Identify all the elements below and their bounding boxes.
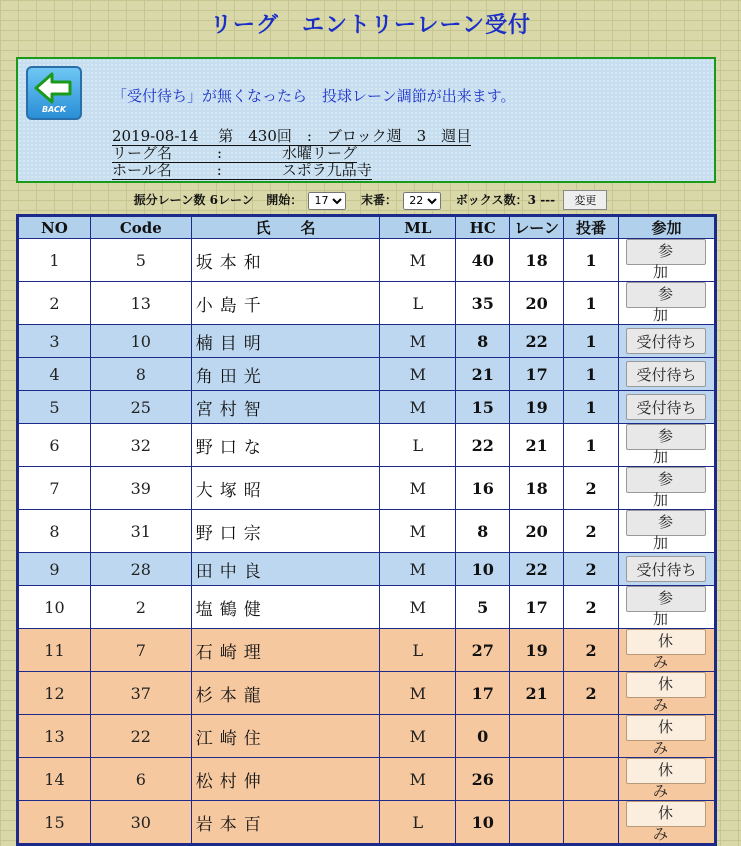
cell-hc: 5 [456, 586, 510, 629]
cell-lane [510, 715, 564, 758]
cell-ml: M [380, 239, 456, 282]
entry-action-button[interactable]: 参 加 [626, 510, 706, 536]
cell-name: 宮村智 [191, 391, 380, 424]
entry-table [16, 214, 717, 846]
info-panel [16, 57, 716, 183]
cell-lane: 22 [510, 553, 564, 586]
cell-no: 2 [19, 282, 91, 325]
table-row [19, 553, 715, 586]
cell-ml: M [380, 672, 456, 715]
header-lane: レーン [510, 217, 564, 239]
cell-no: 5 [19, 391, 91, 424]
table-row [19, 467, 715, 510]
page-title: リーグ エントリーレーン受付 [209, 13, 532, 38]
cell-code: 31 [90, 510, 191, 553]
cell-lane [510, 758, 564, 801]
entry-action-button[interactable]: 参 加 [626, 282, 706, 308]
cell-ml: M [380, 553, 456, 586]
cell-name: 松村伸 [191, 758, 380, 801]
lane-controls [0, 190, 741, 210]
table-row [19, 358, 715, 391]
table-row [19, 510, 715, 553]
table-row [19, 391, 715, 424]
cell-code: 13 [90, 282, 191, 325]
lane-count-label: 振分レーン数 [133, 193, 206, 207]
cell-code: 6 [90, 758, 191, 801]
entry-action-button[interactable]: 休 み [626, 801, 706, 827]
cell-name: 楠目明 [191, 325, 380, 358]
cell-hc: 0 [456, 715, 510, 758]
table-row [19, 672, 715, 715]
header-ml: ML [380, 217, 456, 239]
cell-code: 10 [90, 325, 191, 358]
cell-order: 2 [564, 510, 619, 553]
entry-action-button[interactable]: 受付待ち [626, 328, 706, 354]
cell-ml: L [380, 424, 456, 467]
cell-no: 7 [19, 467, 91, 510]
table-row [19, 629, 715, 672]
cell-lane: 19 [510, 391, 564, 424]
cell-code: 39 [90, 467, 191, 510]
cell-ml: L [380, 282, 456, 325]
cell-code: 22 [90, 715, 191, 758]
cell-action [618, 801, 714, 844]
lane-count-value: 6レーン [209, 193, 254, 207]
entry-action-button[interactable]: 休 み [626, 672, 706, 698]
cell-action [618, 553, 714, 586]
cell-no: 13 [19, 715, 91, 758]
cell-action [618, 358, 714, 391]
entry-action-button[interactable]: 参 加 [626, 467, 706, 493]
cell-code: 8 [90, 358, 191, 391]
cell-action [618, 758, 714, 801]
cell-code: 25 [90, 391, 191, 424]
cell-order [564, 758, 619, 801]
cell-action [618, 629, 714, 672]
cell-order [564, 715, 619, 758]
hall-line: ホール名 : スポラ九品寺 [112, 161, 372, 179]
cell-action [618, 325, 714, 358]
cell-order: 1 [564, 239, 619, 282]
cell-code: 7 [90, 629, 191, 672]
cell-ml: M [380, 715, 456, 758]
cell-ml: M [380, 467, 456, 510]
cell-order: 2 [564, 467, 619, 510]
end-lane-select[interactable] [403, 192, 441, 210]
cell-name: 岩本百 [191, 801, 380, 844]
cell-lane: 17 [510, 586, 564, 629]
cell-hc: 21 [456, 358, 510, 391]
cell-ml: L [380, 801, 456, 844]
cell-hc: 27 [456, 629, 510, 672]
entry-action-button[interactable]: 休 み [626, 715, 706, 741]
back-label: BACK [41, 105, 67, 114]
start-label: 開始： [266, 193, 303, 207]
back-arrow-icon [34, 72, 74, 104]
cell-name: 石崎理 [191, 629, 380, 672]
cell-lane: 19 [510, 629, 564, 672]
cell-hc: 10 [456, 801, 510, 844]
cell-hc: 10 [456, 553, 510, 586]
back-button[interactable] [26, 66, 82, 120]
cell-name: 角田光 [191, 358, 380, 391]
cell-lane [510, 801, 564, 844]
cell-action [618, 586, 714, 629]
table-row [19, 586, 715, 629]
cell-lane: 21 [510, 672, 564, 715]
header-no: NO [19, 217, 91, 239]
notice-text: 「受付待ち」が無くなったら 投球レーン調節が出来ます。 [112, 87, 516, 105]
cell-code: 37 [90, 672, 191, 715]
cell-hc: 35 [456, 282, 510, 325]
cell-name: 杉本龍 [191, 672, 380, 715]
cell-lane: 22 [510, 325, 564, 358]
cell-no: 3 [19, 325, 91, 358]
cell-name: 大塚昭 [191, 467, 380, 510]
cell-action [618, 510, 714, 553]
cell-no: 1 [19, 239, 91, 282]
cell-action [618, 391, 714, 424]
cell-name: 野口な [191, 424, 380, 467]
cell-lane: 20 [510, 510, 564, 553]
table-row [19, 715, 715, 758]
cell-code: 28 [90, 553, 191, 586]
cell-hc: 22 [456, 424, 510, 467]
session-line: 2019-08-14 第 430回 : ブロック週 3 週目 [112, 127, 472, 145]
cell-name: 田中良 [191, 553, 380, 586]
cell-code: 5 [90, 239, 191, 282]
cell-name: 野口宗 [191, 510, 380, 553]
box-count-label: ボックス数：3 --- [455, 193, 556, 207]
cell-action [618, 672, 714, 715]
cell-action [618, 424, 714, 467]
header-hc: HC [456, 217, 510, 239]
cell-ml: M [380, 325, 456, 358]
cell-action [618, 282, 714, 325]
league-line: リーグ名 : 水曜リーグ [112, 144, 358, 162]
table-header-row [19, 217, 715, 239]
cell-no: 10 [19, 586, 91, 629]
entry-action-button[interactable]: 休 み [626, 758, 706, 784]
cell-name: 小島千 [191, 282, 380, 325]
entry-action-button[interactable]: 参 加 [626, 586, 706, 612]
header-action: 参加 [618, 217, 714, 239]
cell-hc: 16 [456, 467, 510, 510]
cell-order: 1 [564, 282, 619, 325]
cell-no: 12 [19, 672, 91, 715]
cell-no: 9 [19, 553, 91, 586]
cell-order: 1 [564, 391, 619, 424]
cell-order: 1 [564, 325, 619, 358]
cell-order: 2 [564, 629, 619, 672]
table-row [19, 424, 715, 467]
cell-lane: 20 [510, 282, 564, 325]
cell-no: 11 [19, 629, 91, 672]
cell-ml: M [380, 358, 456, 391]
cell-order: 2 [564, 672, 619, 715]
cell-order: 2 [564, 586, 619, 629]
cell-lane: 21 [510, 424, 564, 467]
entry-action-button[interactable]: 受付待ち [626, 361, 706, 387]
table-row [19, 758, 715, 801]
cell-order: 1 [564, 358, 619, 391]
header-name: 氏 名 [191, 217, 380, 239]
header-order: 投番 [564, 217, 619, 239]
cell-code: 2 [90, 586, 191, 629]
cell-ml: M [380, 510, 456, 553]
start-lane-select[interactable] [308, 192, 346, 210]
cell-action [618, 467, 714, 510]
entry-action-button[interactable]: 参 加 [626, 424, 706, 450]
end-label: 末番： [361, 193, 398, 207]
cell-ml: M [380, 758, 456, 801]
header-code: Code [90, 217, 191, 239]
cell-lane: 18 [510, 467, 564, 510]
entry-action-button[interactable]: 参 加 [626, 239, 706, 265]
cell-ml: M [380, 586, 456, 629]
cell-name: 塩鶴健 [191, 586, 380, 629]
cell-no: 14 [19, 758, 91, 801]
cell-order [564, 801, 619, 844]
cell-hc: 8 [456, 325, 510, 358]
cell-name: 江崎住 [191, 715, 380, 758]
entry-action-button[interactable]: 受付待ち [626, 556, 706, 582]
cell-no: 15 [19, 801, 91, 844]
cell-no: 8 [19, 510, 91, 553]
cell-no: 6 [19, 424, 91, 467]
cell-code: 30 [90, 801, 191, 844]
cell-lane: 18 [510, 239, 564, 282]
cell-hc: 26 [456, 758, 510, 801]
cell-no: 4 [19, 358, 91, 391]
entry-action-button[interactable]: 休 み [626, 629, 706, 655]
cell-code: 32 [90, 424, 191, 467]
table-row [19, 801, 715, 844]
table-row [19, 282, 715, 325]
cell-ml: M [380, 391, 456, 424]
cell-ml: L [380, 629, 456, 672]
cell-hc: 40 [456, 239, 510, 282]
cell-order: 1 [564, 424, 619, 467]
entry-action-button[interactable]: 受付待ち [626, 394, 706, 420]
table-row [19, 325, 715, 358]
cell-name: 坂本和 [191, 239, 380, 282]
cell-hc: 8 [456, 510, 510, 553]
cell-lane: 17 [510, 358, 564, 391]
cell-order: 2 [564, 553, 619, 586]
cell-action [618, 715, 714, 758]
change-button[interactable]: 変更 [563, 190, 607, 210]
cell-action [618, 239, 714, 282]
table-row [19, 239, 715, 282]
cell-hc: 15 [456, 391, 510, 424]
cell-hc: 17 [456, 672, 510, 715]
